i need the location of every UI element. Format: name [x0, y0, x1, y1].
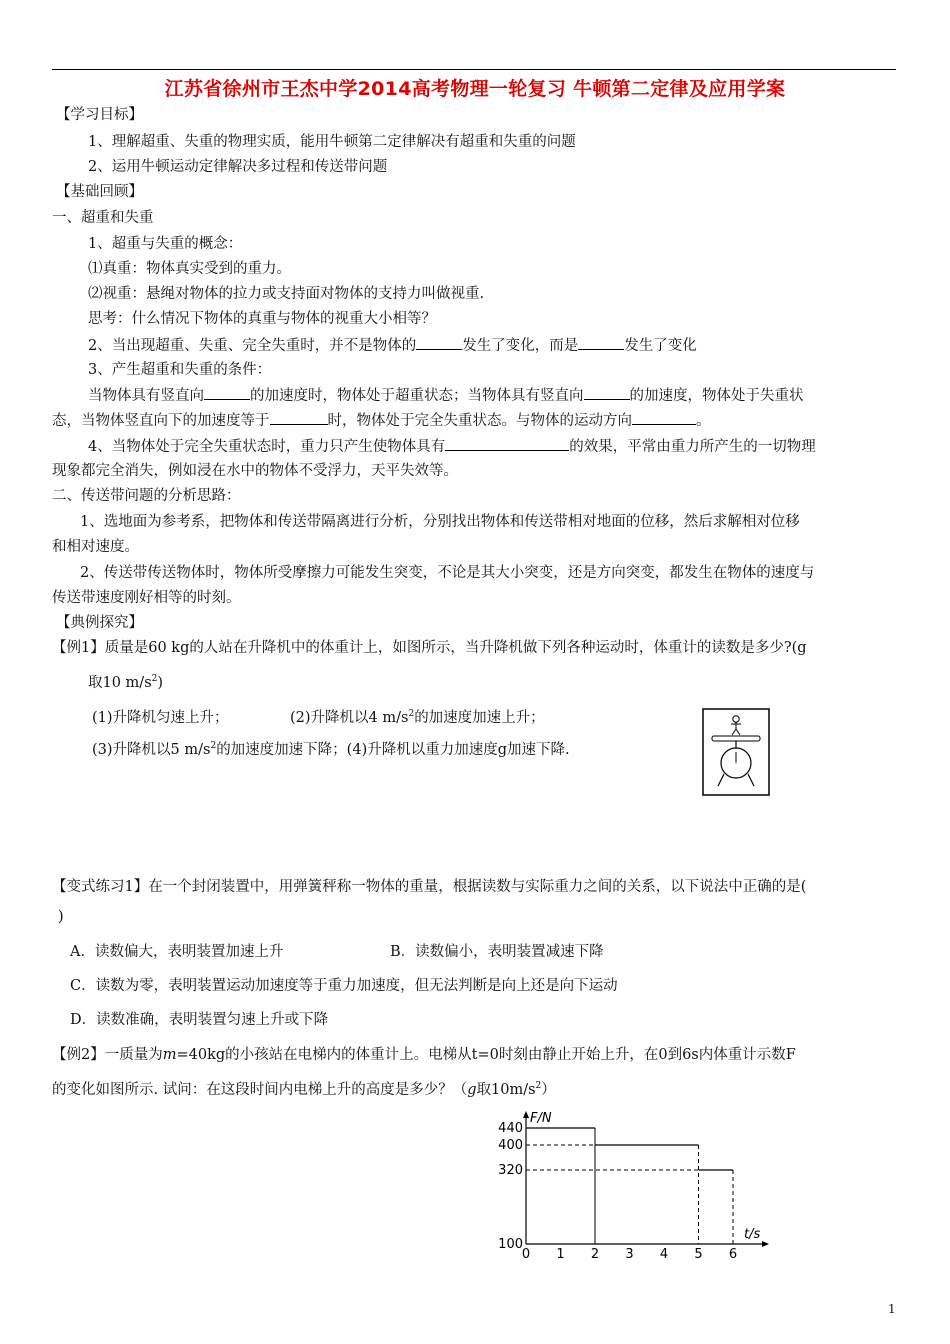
- option-d: D．读数准确，表明装置匀速上升或下降: [70, 1012, 329, 1028]
- fill-in-4: 4、当物体处于完全失重状态时，重力只产生使物体具有 的效果，平常由重力所产生的一切物理: [88, 436, 816, 457]
- fill-in-4-cont: 现象都完全消失，例如浸在水中的物体不受浮力，天平失效等。: [52, 463, 458, 479]
- example-1-case-2: (2)升降机以4 $m/s^2$的加速度加速上升；: [290, 709, 545, 726]
- think-question: 思考：什么情况下物体的真重与物体的视重大小相等？: [88, 311, 436, 327]
- concept-heading: 1、超重与失重的概念：: [88, 236, 243, 252]
- scale-platform: [712, 736, 760, 741]
- example-1-question: 【例1】质量是60 kg的人站在升降机中的体重计上，如图所示，当升降机做下列各种运动时，体重计的读数是多少?(g: [52, 640, 807, 656]
- answer-blank[interactable]: [270, 410, 328, 425]
- goal-2: 2、运用牛顿运动定律解决多过程和传送带问题: [88, 159, 388, 175]
- variant-1-question-cont: ): [58, 909, 64, 925]
- conveyor-point-2-cont: 传送带速度刚好相等的时刻。: [52, 590, 241, 606]
- y-axis-arrow: [523, 1111, 529, 1118]
- answer-blank[interactable]: [416, 335, 462, 350]
- examples-header: 【典例探究】: [56, 615, 143, 631]
- fill-in-3-line2: 态，当物体竖直向下的加速度等于 时，物体处于完全失重状态。与物体的运动方向 。: [52, 410, 711, 431]
- x-tick-label: 4: [659, 1247, 669, 1262]
- force-time-chart: [490, 1108, 780, 1268]
- conveyor-point-2: 2、传送带传送物体时，物体所受摩擦力可能发生突变，不论是其大小突变，还是方向突变，都发生在物体的速度与: [80, 565, 815, 581]
- answer-blank[interactable]: [204, 385, 250, 400]
- x-tick-label: 6: [728, 1247, 738, 1262]
- person-head: [733, 716, 739, 722]
- conditions-heading: 3、产生超重和失重的条件：: [88, 362, 272, 378]
- variant-1-question: 【变式练习1】在一个封闭装置中，用弹簧秤称一物体的重量，根据读数与实际重力之间的关系，以下说法中正确的是(: [52, 879, 807, 895]
- true-weight-text: ⑴真重：物体真实受到的重力。: [88, 261, 291, 277]
- example-1-question-cont: 取10 $m/s^2$): [88, 674, 164, 691]
- y-tick-label: 100: [498, 1237, 523, 1252]
- answer-blank[interactable]: [632, 410, 696, 425]
- example-2-question-cont: 的变化如图所示. 试问：在这段时间内电梯上升的高度是多少？（g取$10m/s^2$）: [52, 1081, 556, 1098]
- x-tick-label: 3: [625, 1247, 634, 1262]
- answer-blank[interactable]: [584, 385, 630, 400]
- example-2-question: 【例2】一质量为m=40kg的小孩站在电梯内的体重计上。电梯从t=0时刻由静止开始上升，在0到6s内体重计示数F: [52, 1047, 796, 1063]
- section-1-heading: 一、超重和失重: [52, 210, 154, 226]
- example-1-case-1: (1)升降机匀速上升；: [92, 710, 229, 726]
- option-b: B．读数偏小，表明装置减速下降: [390, 944, 604, 960]
- y-tick-label: 320: [498, 1163, 523, 1178]
- goals-header: 【学习目标】: [56, 107, 143, 123]
- y-tick-label: 400: [498, 1138, 523, 1153]
- x-tick-label: 1: [556, 1247, 565, 1262]
- header-rule: [52, 69, 896, 70]
- review-header: 【基础回顾】: [56, 184, 143, 200]
- conveyor-point-1-cont: 和相对速度。: [52, 539, 139, 555]
- x-tick-label: 0: [521, 1247, 531, 1262]
- x-axis-arrow: [762, 1241, 769, 1247]
- example-1-case-3-4: (3)升降机以5 $m/s^2$的加速度加速下降；(4)升降机以重力加速度g加速下降.: [92, 741, 570, 758]
- fill-in-2: 2、当出现超重、失重、完全失重时，并不是物体的 发生了变化，而是 发生了变化: [88, 335, 697, 356]
- x-axis-label: t/s: [744, 1227, 761, 1242]
- answer-blank[interactable]: [445, 436, 569, 451]
- section-2-heading: 二、传送带问题的分析思路：: [52, 488, 241, 504]
- fill-in-3-line1: 当物体具有竖直向 的加速度时，物体处于超重状态；当物体具有竖直向 的加速度，物体处于失重状: [88, 385, 804, 406]
- page-number: 1: [888, 1302, 896, 1316]
- y-tick-label: 440: [498, 1121, 523, 1136]
- page-title: 江苏省徐州市王杰中学2014高考物理一轮复习 牛顿第二定律及应用学案: [164, 78, 786, 100]
- x-tick-label: 5: [694, 1247, 703, 1262]
- goal-1: 1、理解超重、失重的物理实质，能用牛顿第二定律解决有超重和失重的问题: [88, 134, 576, 150]
- elevator-scale-figure: [702, 708, 770, 796]
- option-a: A．读数偏大，表明装置加速上升: [70, 944, 284, 960]
- y-axis-label: F/N: [530, 1111, 552, 1126]
- option-c: C．读数为零，表明装置运动加速度等于重力加速度，但无法判断是向上还是向下运动: [70, 978, 618, 994]
- answer-blank[interactable]: [578, 335, 624, 350]
- apparent-weight-text: ⑵视重：悬绳对物体的拉力或支持面对物体的支持力叫做视重.: [88, 286, 485, 302]
- conveyor-point-1: 1、选地面为参考系，把物体和传送带隔离进行分析，分别找出物体和传送带相对地面的位移，然后求解相对位移: [80, 514, 800, 530]
- x-tick-label: 2: [590, 1247, 600, 1262]
